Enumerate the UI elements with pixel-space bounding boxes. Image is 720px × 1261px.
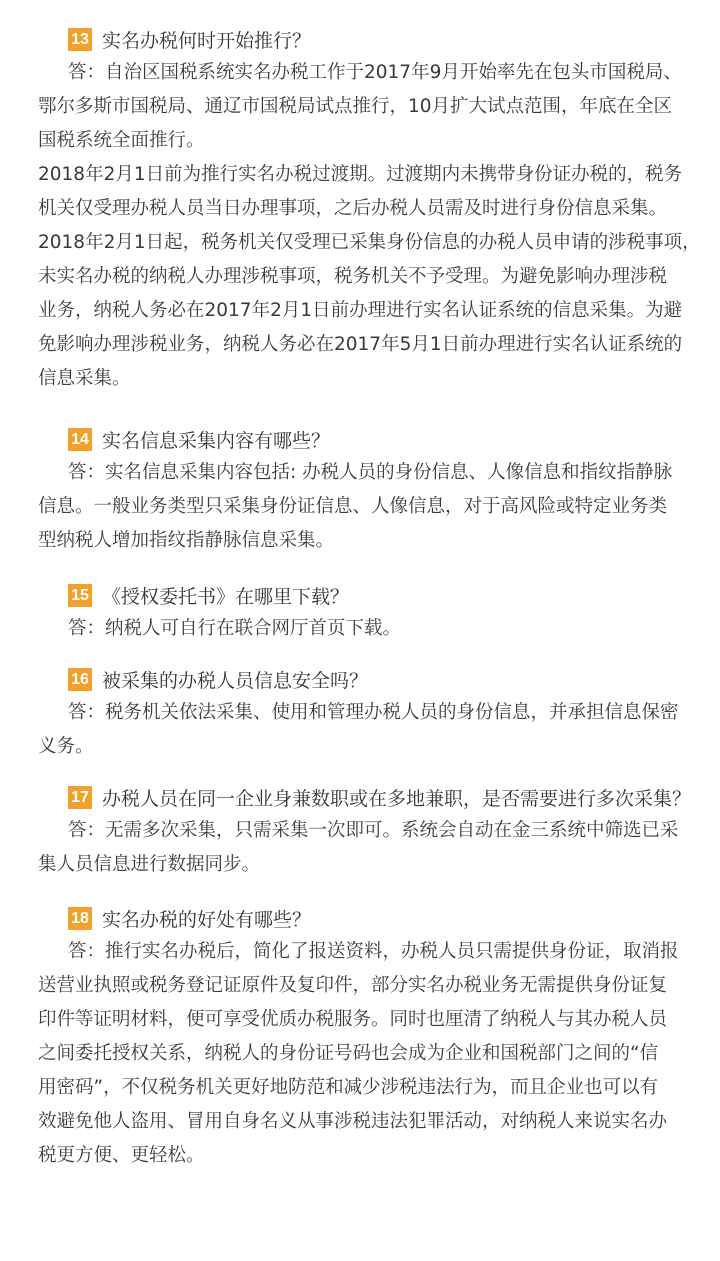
answer-line: 信息。一般业务类型只采集身份证信息、人像信息，对于高风险或特定业务类 bbox=[38, 496, 668, 517]
answer-line: 集人员信息进行数据同步。 bbox=[38, 854, 261, 875]
answer-line: 答：自治区国税系统实名办税工作于2017年9月开始率先在包头市国税局、 bbox=[68, 62, 682, 83]
question-number-badge: 14 bbox=[68, 428, 92, 451]
question-text: 办税人员在同一企业身兼数职或在多地兼职，是否需要进行多次采集？ bbox=[102, 787, 692, 810]
answer-line: 免影响办理涉税业务，纳税人务必在2017年5月1日前办理进行实名认证系统的 bbox=[38, 334, 683, 355]
question-18 bbox=[68, 903, 311, 933]
answer-line: 国税系统全面推行。 bbox=[38, 130, 205, 151]
answer-line: 答：纳税人可自行在联合网厅首页下载。 bbox=[68, 618, 402, 639]
answer-16 bbox=[38, 696, 688, 764]
question-number-badge: 18 bbox=[68, 907, 92, 930]
answer-18 bbox=[38, 935, 688, 1173]
answer-line: 鄂尔多斯市国税局、通辽市国税局试点推行，10月扩大试点范围，年底在全区 bbox=[38, 96, 673, 117]
answer-15 bbox=[38, 612, 688, 646]
answer-line: 义务。 bbox=[38, 736, 94, 757]
answer-line: 用密码”，不仅税务机关更好地防范和减少涉税违法行为，而且企业也可以有 bbox=[38, 1077, 659, 1098]
question-text: 《授权委托书》在哪里下载？ bbox=[102, 585, 350, 608]
answer-17 bbox=[38, 814, 688, 882]
answer-line: 效避免他人盗用、冒用自身名义从事涉税违法犯罪活动，对纳税人来说实名办 bbox=[38, 1111, 668, 1132]
question-number-badge: 16 bbox=[68, 668, 92, 691]
answer-13 bbox=[38, 56, 701, 396]
question-number-badge: 15 bbox=[68, 584, 92, 607]
answer-line: 答：税务机关依法采集、使用和管理办税人员的身份信息，并承担信息保密 bbox=[68, 702, 679, 723]
answer-line: 信息采集。 bbox=[38, 368, 131, 389]
answer-line: 2018年2月1日起，税务机关仅受理已采集身份信息的办税人员申请的涉税事项， bbox=[38, 232, 701, 253]
answer-line: 型纳税人增加指纹指静脉信息采集。 bbox=[38, 530, 335, 551]
answer-14 bbox=[38, 456, 688, 558]
answer-line: 答：无需多次采集，只需采集一次即可。系统会自动在金三系统中筛选已采 bbox=[68, 820, 679, 841]
answer-line: 送营业执照或税务登记证原件及复印件，部分实名办税业务无需提供身份证复 bbox=[38, 975, 668, 996]
answer-line: 未实名办税的纳税人办理涉税事项，税务机关不予受理。为避免影响办理涉税 bbox=[38, 266, 668, 287]
question-text: 被采集的办税人员信息安全吗？ bbox=[102, 669, 369, 692]
question-13 bbox=[68, 24, 311, 54]
answer-line: 答：推行实名办税后，简化了报送资料，办税人员只需提供身份证，取消报 bbox=[68, 941, 679, 962]
answer-line: 印件等证明材料，便可享受优质办税服务。同时也厘清了纳税人与其办税人员 bbox=[38, 1009, 668, 1030]
question-text: 实名办税的好处有哪些？ bbox=[102, 908, 312, 931]
question-text: 实名办税何时开始推行？ bbox=[102, 29, 312, 52]
question-15 bbox=[68, 580, 349, 610]
answer-line: 之间委托授权关系，纳税人的身份证号码也会成为企业和国税部门之间的“信 bbox=[38, 1043, 659, 1064]
question-number-badge: 13 bbox=[68, 28, 92, 51]
answer-line: 机关仅受理办税人员当日办理事项，之后办税人员需及时进行身份信息采集。 bbox=[38, 198, 668, 219]
answer-line: 答：实名信息采集内容包括: 办税人员的身份信息、人像信息和指纹指静脉 bbox=[68, 462, 673, 483]
question-16 bbox=[68, 664, 368, 694]
question-17 bbox=[68, 782, 691, 812]
question-14 bbox=[68, 424, 330, 454]
answer-line: 税更方便、更轻松。 bbox=[38, 1145, 205, 1166]
question-number-badge: 17 bbox=[68, 786, 92, 809]
answer-line: 业务，纳税人务必在2017年2月1日前办理进行实名认证系统的信息采集。为避 bbox=[38, 300, 683, 321]
question-text: 实名信息采集内容有哪些？ bbox=[102, 429, 331, 452]
answer-line: 2018年2月1日前为推行实名办税过渡期。过渡期内未携带身份证办税的，税务 bbox=[38, 164, 683, 185]
